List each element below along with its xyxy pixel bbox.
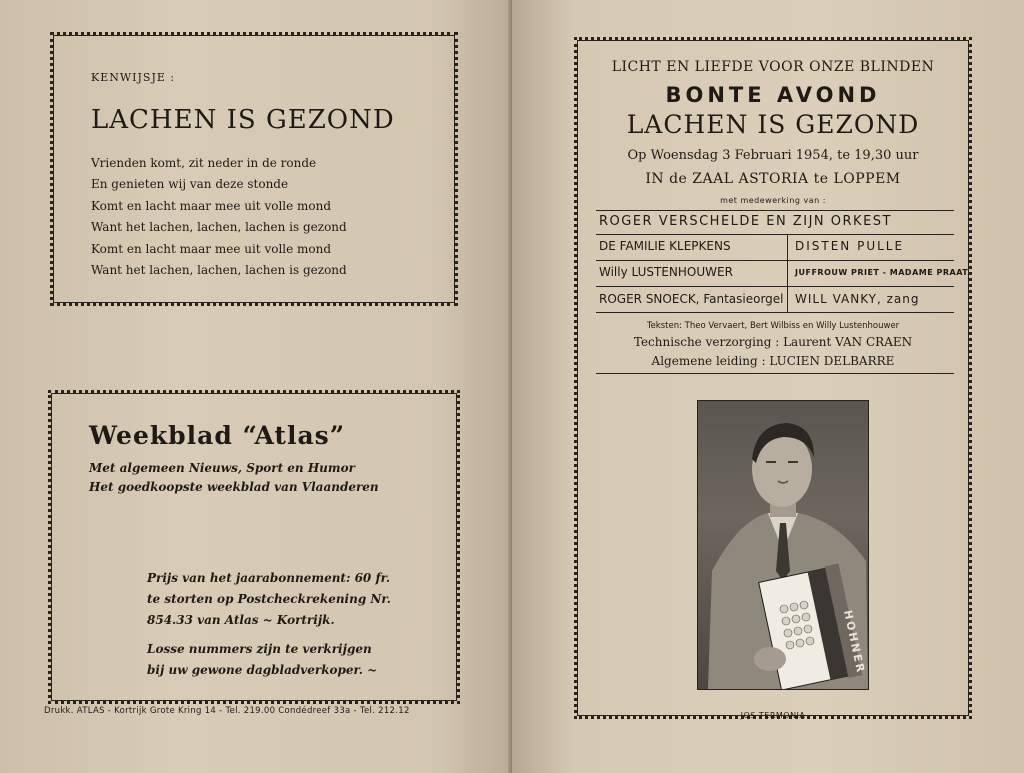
- lyric-line: En genieten wij van deze stonde: [91, 177, 289, 192]
- motto-box: [50, 32, 458, 306]
- credits-technical: Technische verzorging : Laurent VAN CRAEN: [633, 335, 913, 349]
- weekblad-subtitle-line: Het goedkoopste weekblad van Vlaanderen: [89, 480, 379, 494]
- divider: [596, 260, 954, 261]
- price-line: Prijs van het jaarabonnement: 60 fr.: [147, 571, 391, 585]
- divider: [596, 373, 954, 374]
- performer-cell: ROGER SNOECK, Fantasieorgel: [599, 292, 784, 306]
- performer-cell: DE FAMILIE KLEPKENS: [599, 239, 731, 253]
- motto-title: LACHEN IS GEZOND: [91, 105, 395, 135]
- divider: [596, 210, 954, 211]
- lyric-line: Komt en lacht maar mee uit volle mond: [91, 198, 332, 213]
- performer-cell: WILL VANKY, zang: [795, 292, 920, 306]
- performer-orchestra: ROGER VERSCHELDE EN ZIJN ORKEST: [599, 214, 892, 229]
- motto-lyrics: [91, 153, 347, 281]
- weekblad-ad-box: [48, 390, 460, 704]
- performer-cell: DISTEN PULLE: [795, 239, 905, 253]
- note-line: Losse nummers zijn te verkrijgen: [147, 642, 372, 656]
- weekblad-subtitle: [89, 459, 379, 497]
- performer-cell: Willy LUSTENHOUWER: [599, 265, 733, 279]
- printer-imprint: Drukk. ATLAS - Kortrijk Grote Kring 14 - Tel. 219.00 Condédreef 33a - Tel. 212.12: [44, 706, 410, 716]
- organizer-line: LICHT EN LIEFDE VOOR ONZE BLINDEN: [611, 59, 935, 75]
- price-line: te storten op Postcheckrekening Nr.: [147, 592, 391, 606]
- lyric-line: Vrienden komt, zit neder in de ronde: [91, 156, 317, 170]
- divider: [596, 312, 954, 313]
- credits-direction: Algemene leiding : LUCIEN DELBARRE: [651, 354, 895, 368]
- divider: [596, 286, 954, 287]
- price-line: 854.33 van Atlas ~ Kortrijk.: [147, 613, 335, 627]
- right-page: [512, 0, 1024, 773]
- accordionist-photo: [697, 400, 869, 690]
- event-date: Op Woensdag 3 Februari 1954, te 19,30 uur: [627, 148, 919, 163]
- divider: [596, 234, 954, 235]
- cooperation-label: met medewerking van :: [720, 196, 826, 205]
- credits-texts: Teksten: Theo Vervaert, Bert Wilbiss en Willy Lustenhouwer: [646, 321, 900, 331]
- event-venue: IN de ZAAL ASTORIA te LOPPEM: [645, 171, 901, 187]
- event-title: LACHEN IS GEZOND: [626, 110, 920, 139]
- weekblad-subtitle-line: Met algemeen Nieuws, Sport en Humor: [89, 461, 355, 475]
- lyric-line: Komt en lacht maar mee uit volle mond: [91, 241, 332, 256]
- photo-caption: JOS TERMONIA: [740, 711, 806, 720]
- column-divider: [787, 234, 788, 312]
- weekblad-title: Weekblad “Atlas”: [89, 421, 346, 450]
- lyric-line: Want het lachen, lachen, lachen is gezond: [91, 220, 347, 235]
- accordion-brand-text: HOHNER: [841, 608, 868, 676]
- performer-cell: JUFFROUW PRIET - MADAME PRAAT: [795, 268, 969, 277]
- accordionist-illustration: [698, 401, 868, 689]
- subscription-price: [147, 568, 391, 631]
- single-issues-note: [147, 639, 377, 681]
- motto-label: KENWIJSJE :: [91, 71, 176, 84]
- note-line: bij uw gewone dagbladverkoper. ~: [147, 663, 378, 677]
- event-name: BONTE AVOND: [665, 83, 881, 107]
- lyric-line: Want het lachen, lachen, lachen is gezond: [91, 263, 347, 278]
- event-box: [574, 37, 972, 719]
